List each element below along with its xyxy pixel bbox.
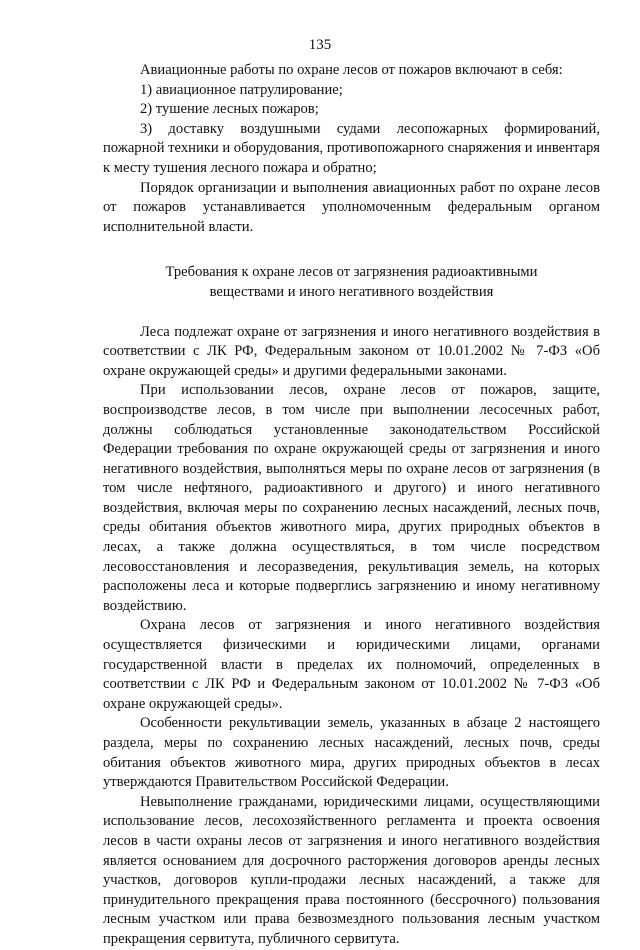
paragraph-5: Невыполнение гражданами, юридическими лицами, осуществляющими использование лесов, лесохозяйственного регламента и проекта освоения лесов в части охраны лесов от загрязнения и иного негативного воздействия является основанием для досрочного расторжения договоров аренды лесных участков, договоров купли-продажи лесных насаждений, а также для принудительного прекращения права постоянного (бессрочного) пользования лесным участком или права безвозмездного пользования лесным участком прекращения сервитута, публичного сервитута. (103, 793, 600, 947)
paragraph-1: Леса подлежат охране от загрязнения и иного негативного воздействия в соответствии с ЛК РФ, Федеральным законом от 10.01.2002 № 7-ФЗ «Об охране окружающей среды» и другими федеральными законами. (103, 323, 600, 379)
list-item-1: 1) авиационное патрулирование; (140, 81, 343, 98)
list-item-2: 2) тушение лесных пожаров; (140, 101, 319, 118)
paragraph-3: Охрана лесов от загрязнения и иного негативного воздействия осуществляется физическими и юридическими лицами, органами государственной власти в пределах их полномочий, определенных в соответствии с ЛК РФ и Федеральным законом от 10.01.2002 № 7-ФЗ «Об охране окружающей среды». (103, 617, 600, 712)
section-heading-line-1: Требования к охране лесов от загрязнения радиоактивными (165, 264, 538, 281)
spacer (103, 237, 600, 263)
page-number: 135 (308, 37, 332, 53)
section-heading-line-2: веществами и иного негативного воздействия (209, 283, 494, 300)
spacer (103, 303, 600, 323)
paragraph-4: Особенности рекультивации земель, указанных в абзаце 2 настоящего раздела, меры по сохранению лесных насаждений, лесных почв, среды обитания объектов животного мира, других природных объектов в лесах утверждаются Правительством Российской Федерации. (103, 715, 600, 791)
section1-closing: Порядок организации и выполнения авиационных работ по охране лесов от пожаров устанавливается уполномоченным федеральным органом исполнительной власти. (103, 179, 600, 235)
paragraph-2: При использовании лесов, охране лесов от пожаров, защите, воспроизводстве лесов, в том числе при выполнении лесосечных работ, должны соблюдаться установленные законодательством Российской Федерации требования по охране окружающей среды от загрязнения и иного негативного воздействия, выполняться меры по охране лесов от загрязнения (в том числе нефтяного, радиоактивного и другого) и иного негативного воздействия, включая меры по сохранению лесных насаждений, лесных почв, среды обитания объектов животного мира, других природных объектов в лесах, а также должна осуществляться, в том числе посредством лесовосстановления и лесоразведения, рекультивация земель, на которых расположены леса и которые подверглись загрязнению и иному негативному воздействию. (103, 382, 600, 614)
section1-intro: Авиационные работы по охране лесов от пожаров включают в себя: (140, 62, 563, 78)
document-body (103, 61, 600, 950)
list-item-3: 3) доставку воздушными судами лесопожарных формирований, пожарной техники и оборудования, противопожарного снаряжения и инвентаря к месту тушения лесного пожара и обратно; (103, 120, 600, 176)
